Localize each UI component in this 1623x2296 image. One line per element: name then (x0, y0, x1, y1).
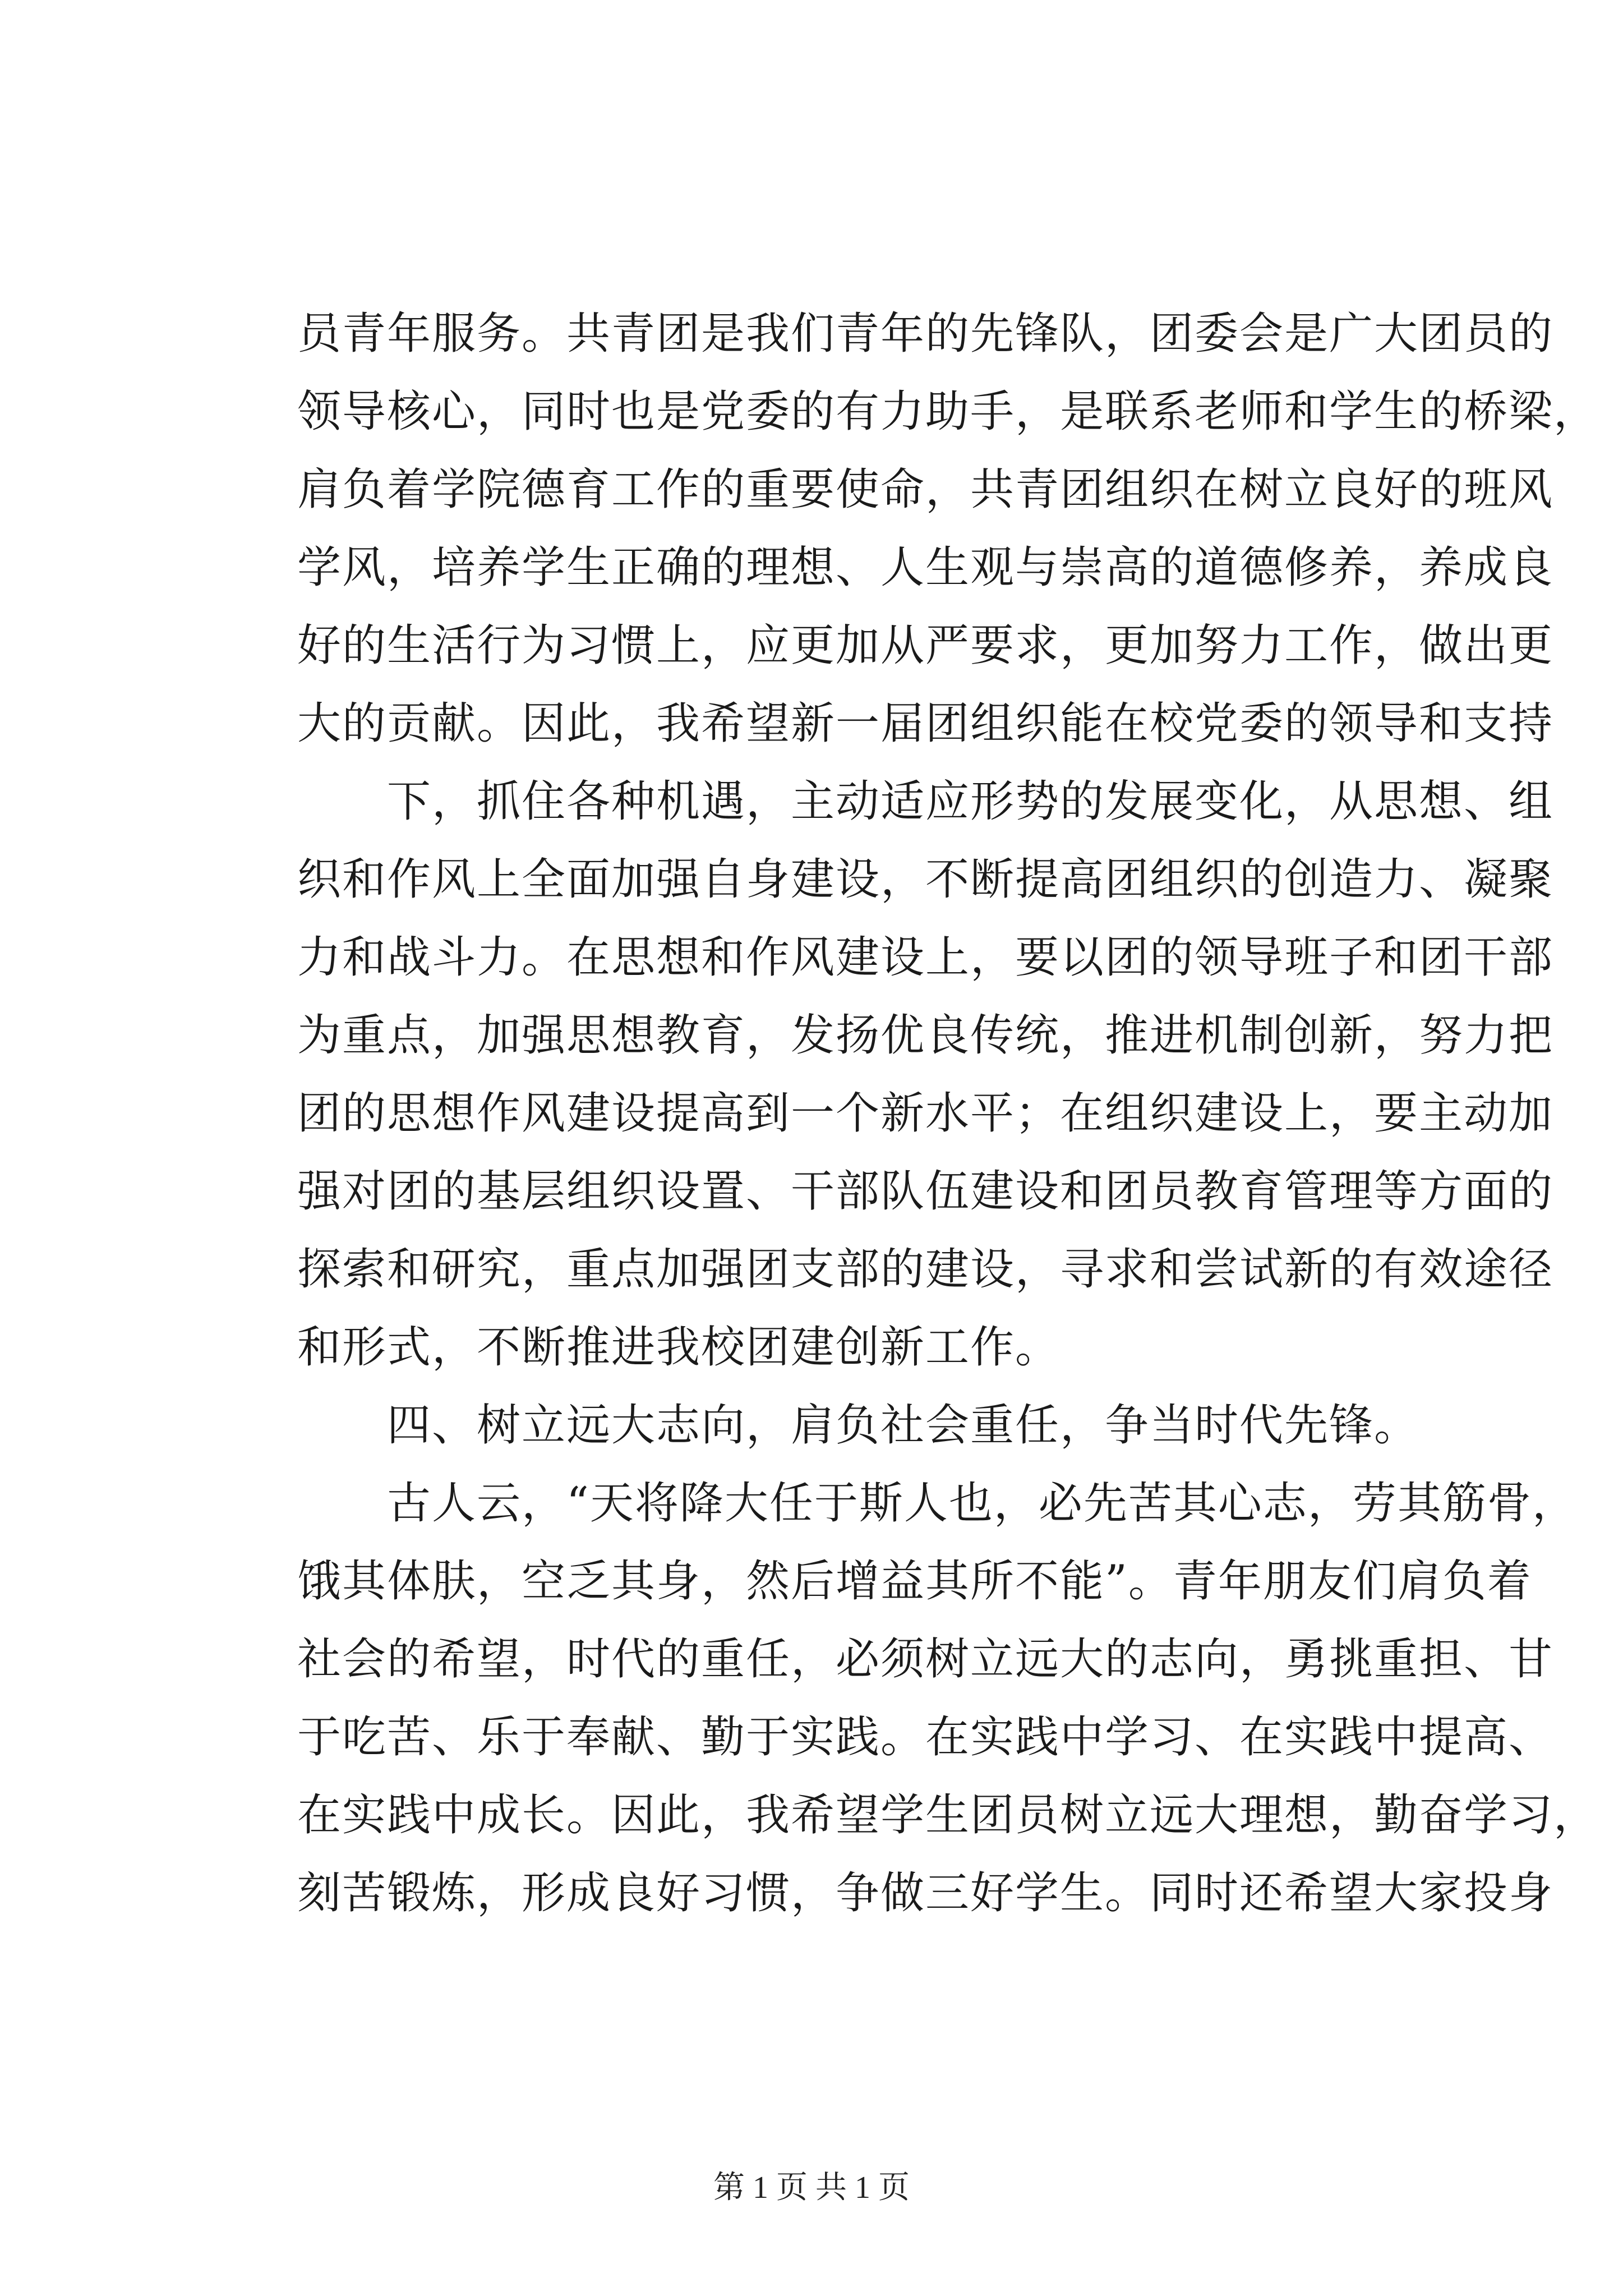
body-text-line: 在实践中成长。因此，我希望学生团员树立远大理想，勤奋学习， (297, 1790, 1599, 1841)
body-text-line: 织和作风上全面加强自身建设，不断提高团组织的创造力、凝聚 (297, 854, 1554, 905)
body-text-line: 强对团的基层组织设置、干部队伍建设和团员教育管理等方面的 (297, 1166, 1554, 1217)
section-heading: 四、树立远大志向，肩负社会重任，争当时代先锋。 (387, 1400, 1419, 1451)
body-text-line: 饿其体肤，空乏其身，然后增益其所不能”。青年朋友们肩负着 (297, 1556, 1532, 1607)
body-text-line: 为重点，加强思想教育，发扬优良传统，推进机制创新，努力把 (297, 1010, 1554, 1061)
body-text-line: 探索和研究，重点加强团支部的建设，寻求和尝试新的有效途径 (297, 1244, 1554, 1295)
body-text-line: 领导核心，同时也是党委的有力助手，是联系老师和学生的桥梁， (297, 386, 1599, 437)
body-text-line: 刻苦锻炼，形成良好习惯，争做三好学生。同时还希望大家投身 (297, 1868, 1554, 1918)
body-text-line: 社会的希望，时代的重任，必须树立远大的志向，勇挑重担、甘 (297, 1634, 1554, 1685)
body-text-line: 力和战斗力。在思想和作风建设上，要以团的领导班子和团干部 (297, 932, 1554, 983)
body-text-line: 古人云，“天将降大任于斯人也，必先苦其心志，劳其筋骨， (387, 1478, 1577, 1529)
body-text-line: 员青年服务。共青团是我们青年的先锋队，团委会是广大团员的 (297, 309, 1554, 359)
body-text-line: 于吃苦、乐于奉献、勤于实践。在实践中学习、在实践中提高、 (297, 1712, 1554, 1763)
body-text-line: 下，抓住各种机遇，主动适应形势的发展变化，从思想、组 (387, 776, 1554, 827)
body-text-line: 好的生活行为习惯上，应更加从严要求，更加努力工作，做出更 (297, 620, 1554, 671)
body-text-line: 大的贡献。因此，我希望新一届团组织能在校党委的领导和支持 (297, 698, 1554, 749)
body-text-line: 学风，培养学生正确的理想、人生观与崇高的道德修养，养成良 (297, 542, 1554, 593)
page-number-footer: 第 1 页 共 1 页 (713, 2170, 910, 2205)
body-text-line: 和形式，不断推进我校团建创新工作。 (297, 1322, 1061, 1373)
body-text-line: 团的思想作风建设提高到一个新水平；在组织建设上，要主动加 (297, 1088, 1554, 1139)
body-text-line: 肩负着学院德育工作的重要使命，共青团组织在树立良好的班风 (297, 464, 1554, 515)
